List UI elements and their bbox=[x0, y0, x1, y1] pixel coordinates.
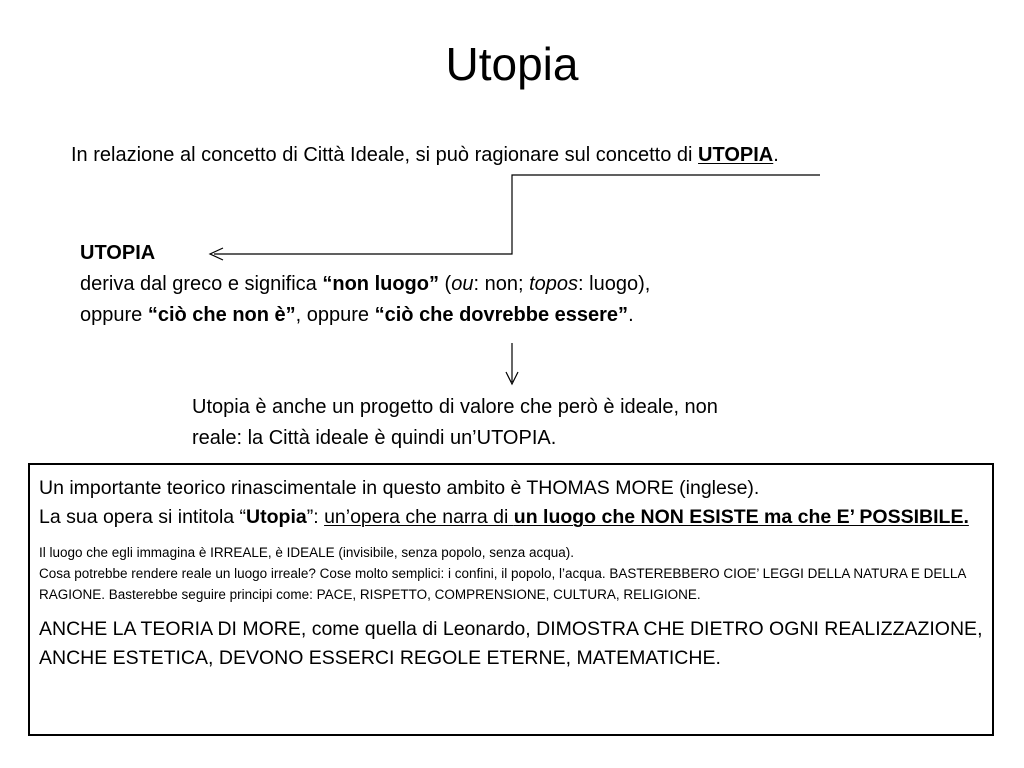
utopia-definition: UTOPIA deriva dal greco e significa “non luogo” (ou: non; topos: luogo), oppure “ciò che non è”, oppure “ciò che dovrebbe essere”. bbox=[80, 242, 651, 326]
utopia-keyword: UTOPIA bbox=[698, 144, 774, 166]
definition-heading: UTOPIA bbox=[80, 242, 156, 264]
thomas-more-box bbox=[28, 463, 994, 736]
page-title: Utopia bbox=[445, 38, 579, 90]
intro-text: In relazione al concetto di Città Ideale, si può ragionare sul concetto di UTOPIA. bbox=[71, 144, 779, 166]
conclusion-paragraph: ANCHE LA TEORIA DI MORE, come quella di Leonardo, DIMOSTRA CHE DIETRO OGNI REALIZZAZIONE, ANCHE ESTETICA, DEVONO ESSERCI REGOLE ETERNE, MATEMATICHE. bbox=[39, 618, 983, 669]
more-intro-paragraph: Un importante teorico rinascimentale in questo ambito è THOMAS MORE (inglese). La sua opera si intitola “Utopia”: un’opera che narra di un luogo che NON ESISTE ma che E’ POSSIBILE. bbox=[39, 477, 969, 528]
project-text: Utopia è anche un progetto di valore che però è ideale, non reale: la Città ideale è quindi un’UTOPIA. bbox=[192, 396, 718, 449]
irreal-place-paragraph: Il luogo che egli immagina è IRREALE, è IDEALE (invisibile, senza popolo, senza acqua). Cosa potrebbe rendere reale un luogo irreale? Cose molto semplici: i confini, il popolo, l’acqua. BASTEREBBERO CIOE’ LEGGI DELLA NATURA E DELLA RAGIONE. Basterebbe seguire principi come: PACE, RISPETTO, COMPRENSIONE, CULTURA, RELIGIONE. bbox=[39, 545, 966, 602]
